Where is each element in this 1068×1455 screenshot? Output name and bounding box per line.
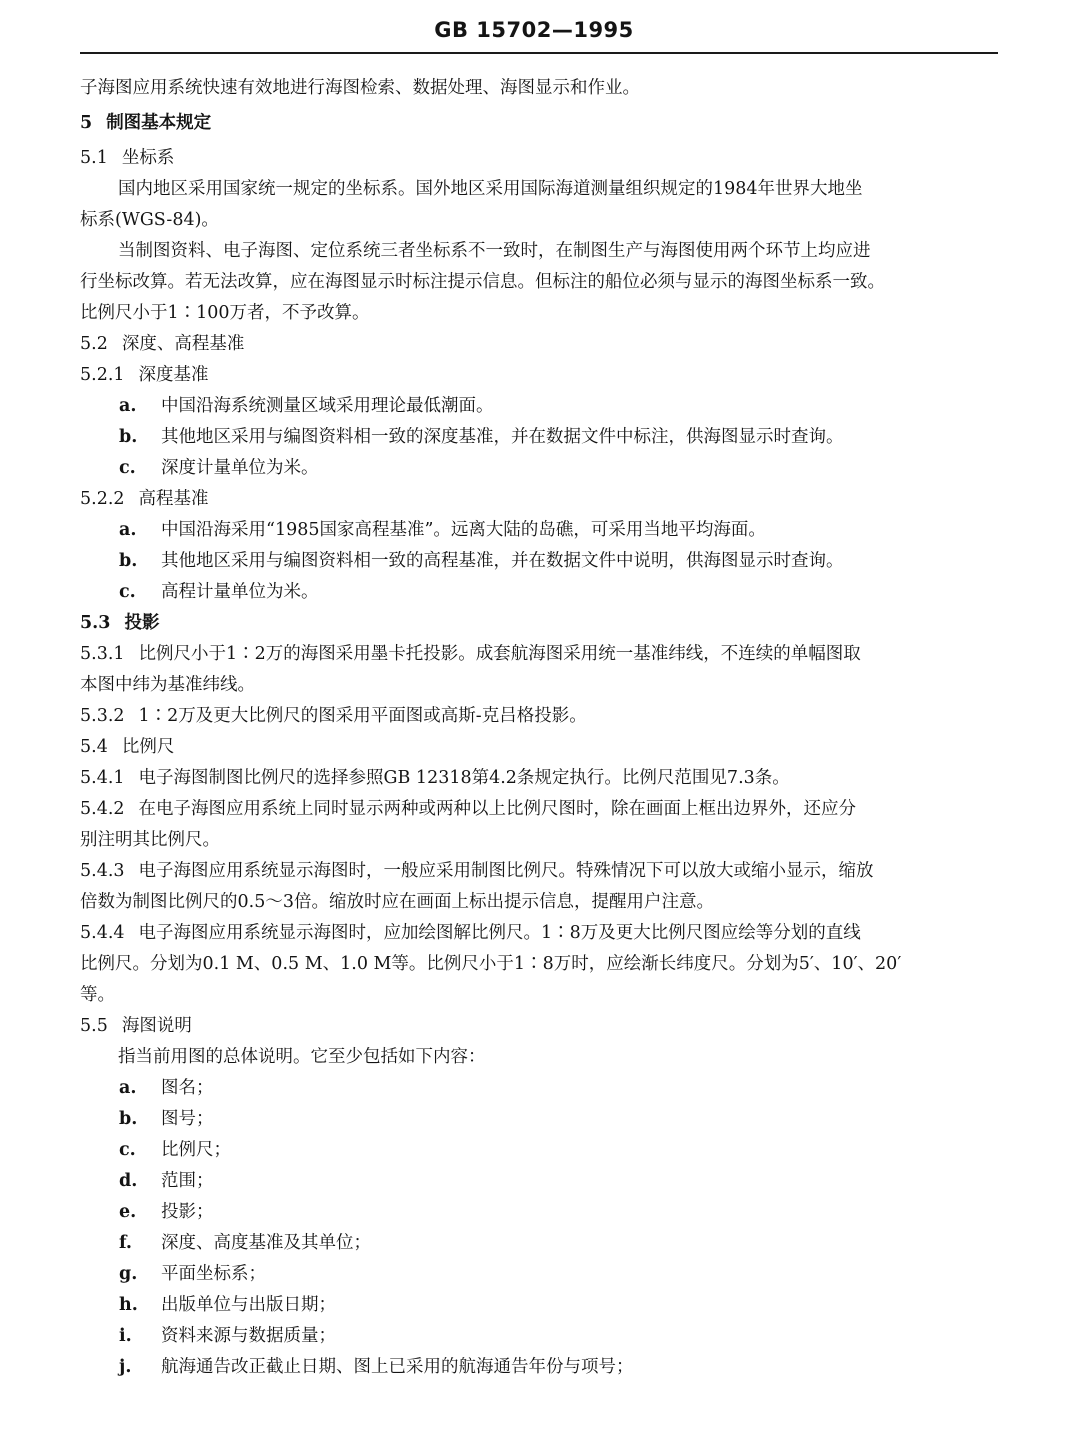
list-marker: b. [119, 551, 138, 571]
section-heading [80, 484, 1000, 515]
section-title: 比例尺 [121, 737, 175, 757]
list-text: 范围； [161, 1171, 214, 1191]
list-item [80, 1166, 1000, 1197]
section-number: 5.2.2 [80, 489, 125, 509]
paragraph-text: 电子海图应用系统显示海图时，应加绘图解比例尺。1∶8万及更大比例尺图应绘等分划的直线 [138, 923, 861, 943]
section-heading [80, 108, 1000, 139]
list-item [80, 422, 1000, 453]
paragraph-line: 国内地区采用国家统一规定的坐标系。国外地区采用国际海道测量组织规定的1984年世界大地坐 [118, 179, 863, 199]
section-heading [80, 732, 1000, 763]
paragraph-line: 子海图应用系统快速有效地进行海图检索、数据处理、海图显示和作业。 [80, 78, 640, 98]
paragraph-text: 1∶2万及更大比例尺的图采用平面图或高斯-克吕格投影。 [138, 706, 587, 726]
list-text: 其他地区采用与编图资料相一致的高程基准，并在数据文件中说明，供海图显示时查询。 [161, 551, 844, 571]
page-header: GB 15702—1995 [434, 18, 634, 42]
paragraph-line [80, 918, 1000, 949]
list-text: 投影； [161, 1202, 214, 1222]
list-item [80, 515, 1000, 546]
list-marker: i. [119, 1326, 132, 1346]
list-marker: d. [119, 1171, 138, 1191]
paragraph-line: 比例尺。分划为0.1 M、0.5 M、1.0 M等。比例尺小于1∶8万时，应绘渐长纬度尺。分划为5′、10′、20′ [80, 954, 902, 974]
paragraph-line: 标系(WGS-84)。 [80, 210, 219, 230]
list-item [80, 1259, 1000, 1290]
section-title: 投影 [124, 613, 160, 633]
list-item [80, 391, 1000, 422]
list-text: 航海通告改正截止日期、图上已采用的航海通告年份与项号； [161, 1357, 634, 1377]
paragraph-line: 行坐标改算。若无法改算，应在海图显示时标注提示信息。但标注的船位必须与显示的海图坐标系一致。 [80, 272, 885, 292]
list-marker: b. [119, 427, 138, 447]
list-marker: c. [119, 582, 136, 602]
section-number: 5.5 [80, 1016, 108, 1036]
paragraph-line [80, 639, 1000, 670]
list-item [80, 453, 1000, 484]
section-title: 坐标系 [121, 148, 175, 168]
list-text: 高程计量单位为米。 [161, 582, 319, 602]
list-text: 其他地区采用与编图资料相一致的深度基准，并在数据文件中标注，供海图显示时查询。 [161, 427, 844, 447]
list-marker: b. [119, 1109, 138, 1129]
paragraph-line: 等。 [80, 985, 115, 1005]
list-item [80, 1197, 1000, 1228]
list-marker: j. [119, 1357, 132, 1377]
list-item [80, 577, 1000, 608]
list-text: 深度、高度基准及其单位； [161, 1233, 371, 1253]
paragraph-line [80, 856, 1000, 887]
section-number: 5.3 [80, 613, 111, 633]
section-number: 5.4.1 [80, 768, 125, 788]
paragraph-text: 比例尺小于1∶2万的海图采用墨卡托投影。成套航海图采用统一基准纬线，不连续的单幅图取 [138, 644, 861, 664]
section-heading [80, 608, 1000, 639]
list-text: 图号； [161, 1109, 214, 1129]
paragraph-line [80, 794, 1000, 825]
list-item [80, 1228, 1000, 1259]
list-item [80, 1135, 1000, 1166]
section-number: 5.3.1 [80, 644, 125, 664]
list-item [80, 1104, 1000, 1135]
paragraph-line: 指当前用图的总体说明。它至少包括如下内容： [118, 1047, 486, 1067]
list-marker: a. [119, 396, 137, 416]
list-marker: g. [119, 1264, 138, 1284]
paragraph-line: 本图中纬为基准纬线。 [80, 675, 255, 695]
list-text: 深度计量单位为米。 [161, 458, 319, 478]
section-number: 5.2 [80, 334, 108, 354]
paragraph-line: 别注明其比例尺。 [80, 830, 220, 850]
list-marker: c. [119, 1140, 136, 1160]
section-number: 5.4.4 [80, 923, 125, 943]
section-number: 5.4.3 [80, 861, 125, 881]
section-number: 5.4.2 [80, 799, 125, 819]
list-text: 中国沿海系统测量区域采用理论最低潮面。 [161, 396, 494, 416]
section-number: 5.3.2 [80, 706, 125, 726]
paragraph-line: 比例尺小于1∶100万者，不予改算。 [80, 303, 370, 323]
paragraph-text: 在电子海图应用系统上同时显示两种或两种以上比例尺图时，除在画面上框出边界外，还应分 [138, 799, 857, 819]
header-rule [80, 52, 998, 54]
section-number: 5.4 [80, 737, 108, 757]
list-marker: a. [119, 1078, 137, 1098]
list-item [80, 1290, 1000, 1321]
paragraph-text: 电子海图制图比例尺的选择参照GB 12318第4.2条规定执行。比例尺范围见7.3条。 [138, 768, 790, 788]
section-title: 制图基本规定 [106, 113, 212, 133]
list-text: 比例尺； [161, 1140, 231, 1160]
section-number: 5.2.1 [80, 365, 125, 385]
section-title: 高程基准 [138, 489, 209, 509]
section-heading [80, 1011, 1000, 1042]
list-text: 图名； [161, 1078, 214, 1098]
paragraph-line: 倍数为制图比例尺的0.5～3倍。缩放时应在画面上标出提示信息，提醒用户注意。 [80, 892, 714, 912]
list-item [80, 546, 1000, 577]
list-marker: a. [119, 520, 137, 540]
list-marker: c. [119, 458, 136, 478]
section-title: 海图说明 [121, 1016, 192, 1036]
paragraph-text: 电子海图应用系统显示海图时，一般应采用制图比例尺。特殊情况下可以放大或缩小显示，缩放 [138, 861, 874, 881]
paragraph-line: 当制图资料、电子海图、定位系统三者坐标系不一致时，在制图生产与海图使用两个环节上均应进 [118, 241, 871, 261]
list-item [80, 1352, 1000, 1383]
list-text: 中国沿海采用“1985国家高程基准”。远离大陆的岛礁，可采用当地平均海面。 [161, 520, 766, 540]
list-item [80, 1073, 1000, 1104]
section-heading [80, 329, 1000, 360]
list-text: 资料来源与数据质量； [161, 1326, 336, 1346]
section-title: 深度、高程基准 [121, 334, 245, 354]
section-number: 5.1 [80, 148, 108, 168]
section-heading [80, 360, 1000, 391]
list-item [80, 1321, 1000, 1352]
list-marker: f. [119, 1233, 132, 1253]
list-text: 出版单位与出版日期； [161, 1295, 336, 1315]
section-heading [80, 143, 1000, 174]
section-number: 5 [80, 113, 93, 133]
section-title: 深度基准 [138, 365, 209, 385]
list-marker: e. [119, 1202, 137, 1222]
list-text: 平面坐标系； [161, 1264, 266, 1284]
paragraph-line [80, 763, 1000, 794]
document-body [80, 73, 1000, 1383]
paragraph-line [80, 701, 1000, 732]
list-marker: h. [119, 1295, 138, 1315]
